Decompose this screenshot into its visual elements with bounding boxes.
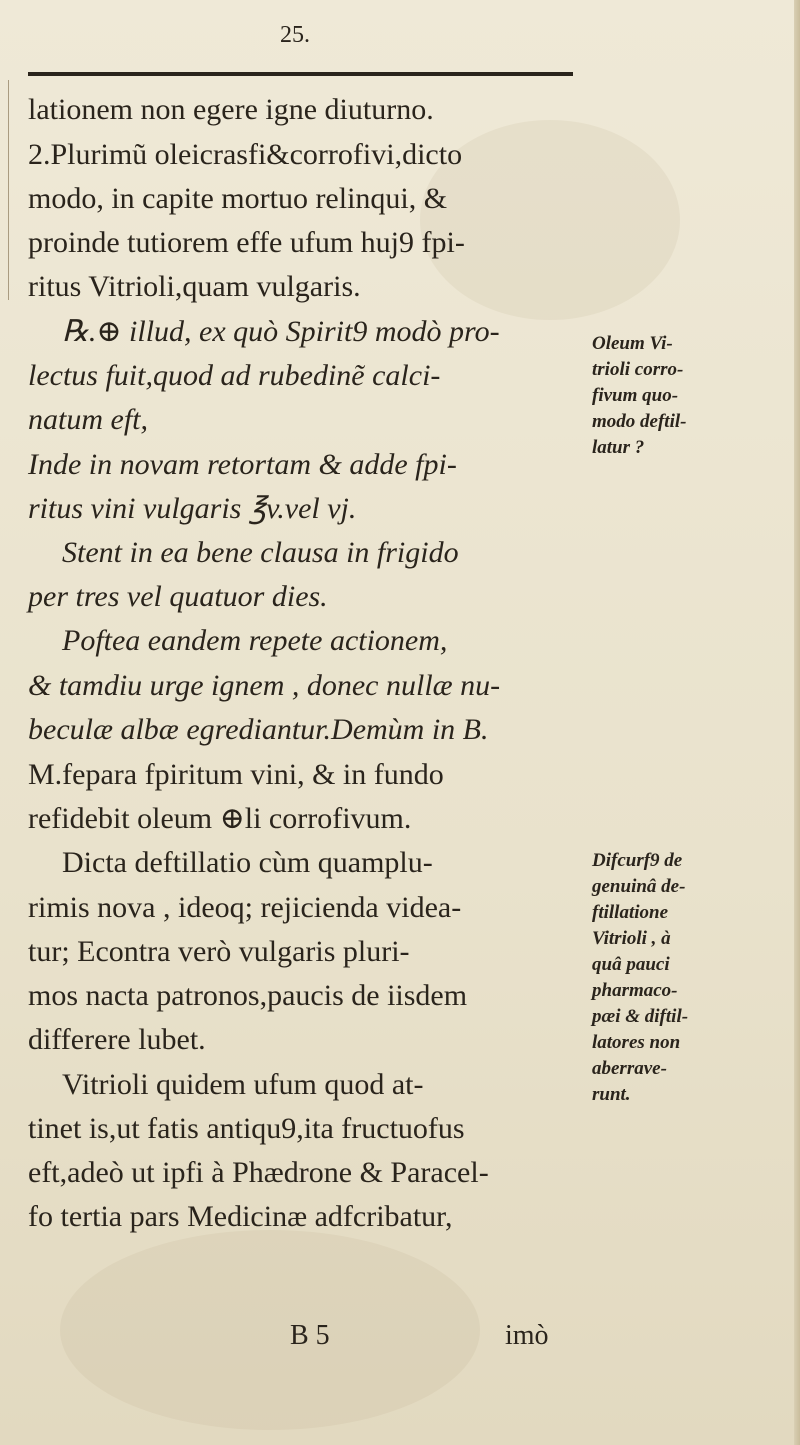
text-line: mos nacta patronos,paucis de iisdem <box>28 979 468 1012</box>
margin-note-line: modo deftil- <box>592 411 687 432</box>
text-line: modo, in capite mortuo relinqui, & <box>28 182 448 215</box>
header-rule <box>28 72 573 76</box>
paper-stain <box>60 1230 480 1430</box>
text-line: ritus vini vulgaris ℥v.vel vj. <box>28 492 357 525</box>
text-line: beculæ albæ egrediantur.Demùm in B. <box>28 713 489 746</box>
margin-note-line: Vitrioli , à <box>592 928 671 949</box>
text-line: ritus Vitrioli,quam vulgaris. <box>28 270 361 303</box>
margin-note-line: Oleum Vi- <box>592 333 673 354</box>
margin-note-line: quâ pauci <box>592 954 670 975</box>
text-line: differere lubet. <box>28 1023 206 1056</box>
text-line: Vitrioli quidem ufum quod at- <box>62 1068 424 1101</box>
margin-note-line: genuinâ de- <box>592 876 686 897</box>
margin-note-line: pharmaco- <box>592 980 678 1001</box>
margin-note-line: Difcurf9 de <box>592 850 683 871</box>
margin-note-line: fivum quo- <box>592 385 679 406</box>
margin-note-line: latores non <box>592 1032 681 1053</box>
page-number: 25. <box>280 22 310 48</box>
text-line: natum eft, <box>28 403 148 436</box>
margin-line <box>8 80 9 300</box>
margin-note-line: pæi & diftil- <box>592 1006 689 1027</box>
text-line: fo tertia pars Medicinæ adfcribatur, <box>28 1200 453 1233</box>
margin-note-line: runt. <box>592 1084 631 1105</box>
text-line: Dicta deftillatio cùm quamplu- <box>62 846 433 879</box>
text-line: tinet is,ut fatis antiqu9,ita fructuofus <box>28 1112 465 1145</box>
text-line: Stent in ea bene clausa in frigido <box>62 536 459 569</box>
text-line: per tres vel quatuor dies. <box>28 580 328 613</box>
signature-mark: B 5 <box>290 1320 330 1351</box>
text-line: 2.Plurimũ oleicrasfi&corrofivi,dicto <box>28 138 463 171</box>
text-line: & tamdiu urge ignem , donec nullæ nu- <box>28 669 501 702</box>
text-line: refidebit oleum ⊕li corrofivum. <box>28 802 412 835</box>
text-line: lationem non egere igne diuturno. <box>28 93 434 126</box>
page-edge <box>794 0 800 1445</box>
text-line: Poftea eandem repete actionem, <box>62 624 448 657</box>
margin-note-line: latur ? <box>592 437 645 458</box>
margin-note-line: ftillatione <box>592 902 668 923</box>
margin-note-line: aberrave- <box>592 1058 667 1079</box>
catchword: imò <box>505 1320 549 1351</box>
text-line: M.fepara fpiritum vini, & in fundo <box>28 758 444 791</box>
text-line: ℞.⊕ illud, ex quò Spirit9 modò pro- <box>62 315 500 348</box>
text-line: rimis nova , ideoq; rejicienda videa- <box>28 891 462 924</box>
text-line: Inde in novam retortam & adde fpi- <box>28 448 457 481</box>
text-line: lectus fuit,quod ad rubedinẽ calci- <box>28 359 441 392</box>
text-line: eft,adeò ut ipfi à Phædrone & Paracel- <box>28 1156 489 1189</box>
text-line: proinde tutiorem effe ufum huj9 fpi- <box>28 226 465 259</box>
margin-note-line: trioli corro- <box>592 359 684 380</box>
text-line: tur; Econtra verò vulgaris pluri- <box>28 935 410 968</box>
